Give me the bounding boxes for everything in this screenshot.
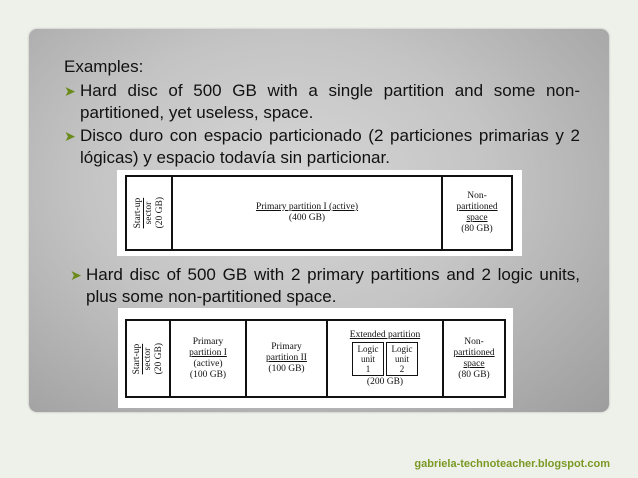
startup-sector-cell	[127, 321, 171, 396]
disk-diagram-extended-partition	[118, 308, 513, 408]
logic-unit-1: Logic unit 1	[352, 342, 384, 376]
non-partitioned-cell: Non- partitioned space (80 GB)	[456, 191, 498, 234]
primary-partition-label: Primary partition I (active)	[255, 202, 359, 212]
footer-blog-url: gabriela-technoteacher.blogspot.com	[414, 458, 610, 470]
bullet-text: Hard disc of 500 GB with a single partition and some non-partitioned, yet useless, space.	[80, 81, 580, 122]
logic-units	[352, 342, 418, 376]
examples-heading: Examples:	[64, 57, 144, 76]
primary-partition-size: (400 GB)	[288, 213, 326, 223]
extended-partition-size: (200 GB)	[366, 376, 404, 387]
disk-frame	[125, 175, 513, 251]
startup-sector-cell	[127, 177, 173, 249]
logic-unit-2: Logic unit 2	[386, 342, 418, 376]
arrow-bullet-icon: ➤	[64, 83, 76, 99]
bullet-text: Hard disc of 500 GB with 2 primary partitions and 2 logic units, plus some non-partitioned space.	[86, 265, 580, 306]
bullet-single-partition	[64, 80, 580, 124]
extended-partition-cell	[328, 321, 444, 396]
primary-partition-2-cell: Primary partition II (100 GB)	[247, 321, 328, 396]
arrow-bullet-icon: ➤	[64, 128, 76, 144]
non-partitioned-size: (80 GB)	[461, 224, 493, 234]
bullet-text: Disco duro con espacio particionado (2 particiones primarias y 2 lógicas) y espacio todavía sin particionar.	[80, 126, 580, 167]
extended-partition-label: Extended partition	[349, 329, 421, 340]
non-partitioned-cell: Non- partitioned space (80 GB)	[453, 336, 495, 380]
arrow-bullet-icon: ➤	[70, 267, 82, 283]
bullet-two-primary	[70, 264, 580, 308]
primary-partition-cell	[173, 177, 443, 249]
startup-sector-label: Start-up sector (20 GB)	[132, 197, 165, 229]
disk-diagram-single-partition	[117, 170, 522, 256]
primary-partition-1-cell: Primary partition I (active) (100 GB)	[171, 321, 247, 396]
bullet-disco-duro	[64, 125, 580, 169]
disk-frame	[125, 319, 506, 398]
startup-sector-label: Start-up sector (20 GB)	[131, 342, 164, 375]
